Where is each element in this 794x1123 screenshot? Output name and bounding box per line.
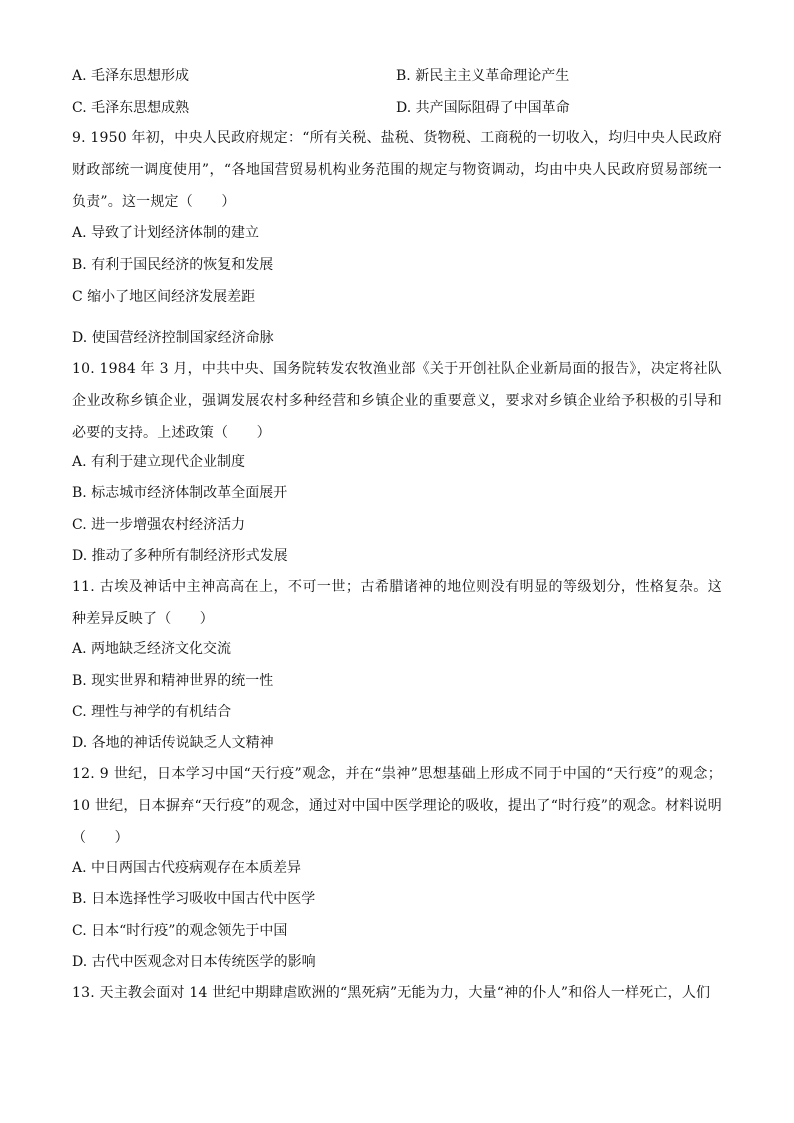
q12-stem: 12. 9 世纪，日本学习中国“天行疫”观念，并在“祟神”思想基础上形成不同于中国的“天行疫”的观念；10 世纪，日本摒弃“天行疫”的观念，通过对中国中医学理论的吸收，提出了“时行疫”的观念。材料说明（ ） [72,766,722,846]
q10-option-a: A. 有利于建立现代企业制度 [72,454,246,470]
q8-option-c: C. 毛泽东思想成熟 [72,100,190,116]
q8-option-a: A. 毛泽东思想形成 [72,68,190,84]
q11-stem: 11. 古埃及神话中主神高高在上，不可一世；古希腊诸神的地位则没有明显的等级划分，性格复杂。这种差异反映了（ ） [72,579,722,627]
q9-stem: 9. 1950 年初，中央人民政府规定：“所有关税、盐税、货物税、工商税的一切收入，均归中央人民政府财政部统一调度使用”，“各地国营贸易机构业务范围的规定与物资调动，均由中央人民政府贸易部统一负责”。这一规定（ ） [72,130,722,210]
q11-option-c: C. 理性与神学的有机结合 [72,704,232,720]
q12-option-c: C. 日本“时行疫”的观念领先于中国 [72,923,288,939]
q9-option-a: A. 导致了计划经济体制的建立 [72,225,260,241]
q12-option-a: A. 中日两国古代疫病观存在本质差异 [72,860,302,876]
q10-option-d: D. 推动了多种所有制经济形式发展 [72,548,288,564]
q12-option-d: D. 古代中医观念对日本传统医学的影响 [72,954,316,970]
q10-option-c: C. 进一步增强农村经济活力 [72,517,246,533]
q12-option-b: B. 日本选择性学习吸收中国古代中医学 [72,891,316,907]
q9-option-c: C 缩小了地区间经济发展差距 [72,289,256,305]
q13-stem: 13. 天主教会面对 14 世纪中期肆虐欧洲的“黑死病”无能为力，大量“神的仆人”和俗人一样死亡，人们 [72,985,711,1001]
q11-option-a: A. 两地缺乏经济文化交流 [72,641,232,657]
q10-stem: 10. 1984 年 3 月，中共中央、国务院转发农牧渔业部《关于开创社队企业新局面的报告》，决定将社队企业改称乡镇企业，强调发展农村多种经营和乡镇企业的重要意义，要求对乡镇企业给予积极的引导和必要的支持。上述政策（ ） [72,361,722,441]
q8-option-b: B. 新民主主义革命理论产生 [396,68,570,84]
q8-option-d: D. 共产国际阻碍了中国革命 [396,100,570,116]
q9-option-b: B. 有利于国民经济的恢复和发展 [72,257,274,273]
q11-option-d: D. 各地的神话传说缺乏人文精神 [72,735,274,751]
q10-option-b: B. 标志城市经济体制改革全面展开 [72,485,288,501]
q11-option-b: B. 现实世界和精神世界的统一性 [72,673,274,689]
q9-option-d: D. 使国营经济控制国家经济命脉 [72,330,274,346]
